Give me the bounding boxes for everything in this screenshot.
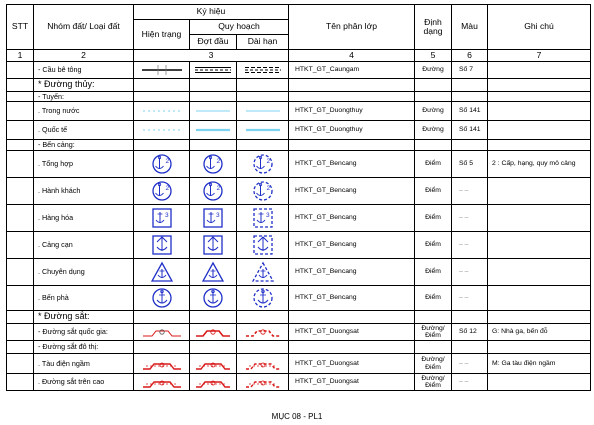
stt-cell	[7, 324, 34, 341]
color-cell: – –	[452, 259, 488, 286]
symbol-current	[134, 232, 190, 259]
symbol-long-term	[237, 205, 289, 232]
layer-name: HTKT_GT_Duongsat	[289, 374, 415, 391]
symbol-first-phase	[190, 79, 237, 92]
stt-cell	[7, 354, 34, 374]
note-cell: G: Nhà ga, bến đỗ	[488, 324, 591, 341]
format-cell: Đường/ Điểm	[415, 354, 452, 374]
symbol-first-phase	[190, 140, 237, 151]
stt-cell	[7, 259, 34, 286]
table-row	[7, 102, 591, 121]
format-cell: Điểm	[415, 178, 452, 205]
color-cell	[452, 79, 488, 92]
table-row	[7, 121, 591, 140]
color-cell	[452, 140, 488, 151]
layer-name: HTKT_GT_Bencang	[289, 259, 415, 286]
color-cell	[452, 341, 488, 354]
rail-metro-symbol	[190, 356, 236, 372]
land-type-label: . Quốc tế	[34, 121, 134, 140]
land-type-label: - Cầu bê tông	[34, 62, 134, 79]
port-passenger-symbol	[190, 180, 236, 202]
color-cell	[452, 311, 488, 324]
bridge-symbol	[190, 63, 236, 77]
header-notes: Ghi chú	[488, 5, 591, 50]
col-number: 4	[289, 50, 415, 62]
land-type-label: . Hàng hóa	[34, 205, 134, 232]
layer-name: HTKT_GT_Bencang	[289, 151, 415, 178]
format-cell	[415, 92, 452, 102]
port-cargo-symbol	[190, 207, 236, 229]
water-int-symbol	[237, 126, 288, 134]
port-dry-symbol	[237, 234, 288, 256]
land-type-label: . Chuyên dụng	[34, 259, 134, 286]
table-row	[7, 92, 591, 102]
table-row	[7, 259, 591, 286]
symbol-current	[134, 311, 190, 324]
water-dom-symbol	[190, 107, 236, 115]
note-cell	[488, 178, 591, 205]
symbol-first-phase	[190, 178, 237, 205]
symbol-long-term	[237, 259, 289, 286]
port-cargo-symbol	[134, 207, 189, 229]
symbol-first-phase	[190, 232, 237, 259]
format-cell: Điểm	[415, 205, 452, 232]
port-special-symbol	[237, 261, 288, 283]
rail-national-symbol	[190, 324, 236, 340]
land-type-label: . Cảng cạn	[34, 232, 134, 259]
col-number: 1	[7, 50, 34, 62]
col-number: 6	[452, 50, 488, 62]
land-type-label: - Bến cảng:	[34, 140, 134, 151]
format-cell: Điểm	[415, 151, 452, 178]
note-cell: 2 : Cấp, hạng, quy mô cảng	[488, 151, 591, 178]
layer-name: HTKT_GT_Bencang	[289, 178, 415, 205]
stt-cell	[7, 92, 34, 102]
port-ferry-symbol	[190, 287, 236, 309]
layer-name: HTKT_GT_Duongthuy	[289, 102, 415, 121]
format-cell: Đường/ Điểm	[415, 324, 452, 341]
symbol-long-term	[237, 341, 289, 354]
layer-name: HTKT_GT_Bencang	[289, 286, 415, 311]
note-cell	[488, 286, 591, 311]
symbol-first-phase	[190, 259, 237, 286]
symbol-first-phase	[190, 62, 237, 79]
symbol-long-term	[237, 311, 289, 324]
symbol-current	[134, 62, 190, 79]
port-passenger-symbol	[134, 180, 189, 202]
svg-text:2: 2	[216, 185, 221, 192]
table-row	[7, 62, 591, 79]
symbol-current	[134, 92, 190, 102]
layer-name: HTKT_GT_Bencang	[289, 232, 415, 259]
symbol-current	[134, 354, 190, 374]
symbol-long-term	[237, 354, 289, 374]
symbol-current	[134, 341, 190, 354]
land-type-label: . Tổng hợp	[34, 151, 134, 178]
symbol-first-phase	[190, 354, 237, 374]
rail-elevated-symbol	[237, 374, 288, 390]
format-cell: Đường/ Điểm	[415, 374, 452, 391]
symbol-long-term	[237, 140, 289, 151]
water-int-symbol	[190, 126, 236, 134]
color-cell: Số 141	[452, 102, 488, 121]
layer-name	[289, 79, 415, 92]
symbol-long-term	[237, 324, 289, 341]
port-ferry-symbol	[237, 287, 288, 309]
header-land-group: Nhóm đất/ Loại đất	[34, 5, 134, 50]
note-cell	[488, 92, 591, 102]
land-type-label: * Đường sắt:	[34, 311, 134, 324]
symbol-current	[134, 102, 190, 121]
symbol-current	[134, 374, 190, 391]
col-number: 2	[34, 50, 134, 62]
svg-text:3: 3	[216, 212, 220, 219]
note-cell	[488, 62, 591, 79]
svg-text:2: 2	[216, 158, 221, 165]
symbol-long-term	[237, 232, 289, 259]
header-planning: Quy hoạch	[190, 20, 289, 35]
layer-name: HTKT_GT_Duongthuy	[289, 121, 415, 140]
format-cell: Đường	[415, 102, 452, 121]
symbol-table	[6, 4, 591, 391]
note-cell	[488, 102, 591, 121]
land-type-label: . Đường sắt trên cao	[34, 374, 134, 391]
table-row	[7, 354, 591, 374]
note-cell	[488, 205, 591, 232]
table-row	[7, 140, 591, 151]
rail-elevated-symbol	[134, 374, 189, 390]
rail-elevated-symbol	[190, 374, 236, 390]
layer-name: HTKT_GT_Caungam	[289, 62, 415, 79]
symbol-current	[134, 121, 190, 140]
port-dry-symbol	[134, 234, 189, 256]
symbol-current	[134, 324, 190, 341]
symbol-first-phase	[190, 374, 237, 391]
symbol-current	[134, 151, 190, 178]
svg-text:2: 2	[266, 185, 270, 192]
color-cell: – –	[452, 178, 488, 205]
color-cell: – –	[452, 205, 488, 232]
layer-name: HTKT_GT_Bencang	[289, 205, 415, 232]
col-number: 5	[415, 50, 452, 62]
note-cell	[488, 140, 591, 151]
stt-cell	[7, 311, 34, 324]
bridge-symbol	[237, 63, 288, 77]
note-cell	[488, 374, 591, 391]
table-row	[7, 205, 591, 232]
rail-metro-symbol	[237, 356, 288, 372]
svg-text:3: 3	[265, 212, 270, 219]
land-type-label: - Đường sắt quốc gia:	[34, 324, 134, 341]
symbol-first-phase	[190, 324, 237, 341]
stt-cell	[7, 205, 34, 232]
land-type-label: * Đường thủy:	[34, 79, 134, 92]
page-footer: MỤC 08 - PL1	[271, 412, 323, 421]
port-special-symbol	[134, 261, 189, 283]
header-current: Hiện trạng	[134, 20, 190, 50]
header-first-phase: Đợt đầu	[190, 35, 237, 50]
symbol-long-term	[237, 79, 289, 92]
stt-cell	[7, 178, 34, 205]
port-general-symbol	[134, 153, 189, 175]
symbol-first-phase	[190, 341, 237, 354]
stt-cell	[7, 102, 34, 121]
symbol-current	[134, 286, 190, 311]
format-cell: Điểm	[415, 286, 452, 311]
table-row	[7, 79, 591, 92]
water-dom-symbol	[237, 107, 288, 115]
color-cell: – –	[452, 354, 488, 374]
header-stt: STT	[7, 5, 34, 50]
port-cargo-symbol	[237, 207, 288, 229]
header-long-term: Dài hạn	[237, 35, 289, 50]
stt-cell	[7, 121, 34, 140]
svg-text:2: 2	[165, 158, 169, 165]
port-special-symbol	[190, 261, 236, 283]
land-type-label: . Tàu điện ngầm	[34, 354, 134, 374]
symbol-first-phase	[190, 205, 237, 232]
format-cell: Điểm	[415, 232, 452, 259]
symbol-long-term	[237, 62, 289, 79]
header-color: Màu	[452, 5, 488, 50]
symbol-long-term	[237, 121, 289, 140]
symbol-first-phase	[190, 311, 237, 324]
land-type-label: - Đường sắt đô thị:	[34, 341, 134, 354]
format-cell: Đường	[415, 62, 452, 79]
note-cell	[488, 79, 591, 92]
note-cell	[488, 259, 591, 286]
symbol-first-phase	[190, 121, 237, 140]
stt-cell	[7, 341, 34, 354]
port-passenger-symbol	[237, 180, 288, 202]
symbol-long-term	[237, 151, 289, 178]
svg-text:2: 2	[165, 185, 169, 192]
symbol-long-term	[237, 286, 289, 311]
symbol-long-term	[237, 92, 289, 102]
note-cell: M: Ga tàu điện ngầm	[488, 354, 591, 374]
color-cell: – –	[452, 286, 488, 311]
format-cell: Điểm	[415, 259, 452, 286]
header-format: Định dạng	[415, 5, 452, 50]
note-cell	[488, 121, 591, 140]
format-cell	[415, 79, 452, 92]
stt-cell	[7, 62, 34, 79]
stt-cell	[7, 140, 34, 151]
table-row	[7, 341, 591, 354]
table-row	[7, 232, 591, 259]
layer-name: HTKT_GT_Duongsat	[289, 354, 415, 374]
color-cell: Số 5	[452, 151, 488, 178]
color-cell: Số 141	[452, 121, 488, 140]
land-type-label: . Bến phà	[34, 286, 134, 311]
layer-name: HTKT_GT_Duongsat	[289, 324, 415, 341]
svg-text:2: 2	[266, 158, 270, 165]
bridge-symbol	[134, 63, 189, 77]
header-layer-name: Tên phân lớp	[289, 5, 415, 50]
table-row	[7, 286, 591, 311]
symbol-long-term	[237, 374, 289, 391]
layer-name	[289, 92, 415, 102]
table-row	[7, 178, 591, 205]
format-cell	[415, 311, 452, 324]
symbol-long-term	[237, 102, 289, 121]
water-int-symbol	[134, 126, 189, 134]
layer-name	[289, 140, 415, 151]
table-row	[7, 151, 591, 178]
color-cell: Số 7	[452, 62, 488, 79]
table-row	[7, 374, 591, 391]
port-ferry-symbol	[134, 287, 189, 309]
symbol-first-phase	[190, 102, 237, 121]
table-row	[7, 324, 591, 341]
note-cell	[488, 311, 591, 324]
port-general-symbol	[190, 153, 236, 175]
svg-text:3: 3	[164, 212, 169, 219]
layer-name	[289, 341, 415, 354]
col-number: 3	[134, 50, 289, 62]
symbol-long-term	[237, 178, 289, 205]
rail-national-symbol	[134, 324, 189, 340]
color-cell: – –	[452, 232, 488, 259]
header-symbol: Ký hiệu	[134, 5, 289, 20]
symbol-current	[134, 205, 190, 232]
land-type-label: . Trong nước	[34, 102, 134, 121]
stt-cell	[7, 232, 34, 259]
col-number: 7	[488, 50, 591, 62]
stt-cell	[7, 374, 34, 391]
layer-name	[289, 311, 415, 324]
stt-cell	[7, 151, 34, 178]
water-dom-symbol	[134, 107, 189, 115]
symbol-current	[134, 178, 190, 205]
format-cell	[415, 341, 452, 354]
stt-cell	[7, 286, 34, 311]
symbol-first-phase	[190, 286, 237, 311]
land-type-label: - Tuyến:	[34, 92, 134, 102]
table-row	[7, 311, 591, 324]
port-general-symbol	[237, 153, 288, 175]
symbol-first-phase	[190, 92, 237, 102]
color-cell: – –	[452, 374, 488, 391]
format-cell	[415, 140, 452, 151]
color-cell	[452, 92, 488, 102]
land-type-label: . Hành khách	[34, 178, 134, 205]
format-cell: Đường	[415, 121, 452, 140]
rail-national-symbol	[237, 324, 288, 340]
rail-metro-symbol	[134, 356, 189, 372]
symbol-first-phase	[190, 151, 237, 178]
symbol-current	[134, 259, 190, 286]
symbol-current	[134, 140, 190, 151]
stt-cell	[7, 79, 34, 92]
color-cell: Số 12	[452, 324, 488, 341]
note-cell	[488, 341, 591, 354]
port-dry-symbol	[190, 234, 236, 256]
note-cell	[488, 232, 591, 259]
symbol-current	[134, 79, 190, 92]
